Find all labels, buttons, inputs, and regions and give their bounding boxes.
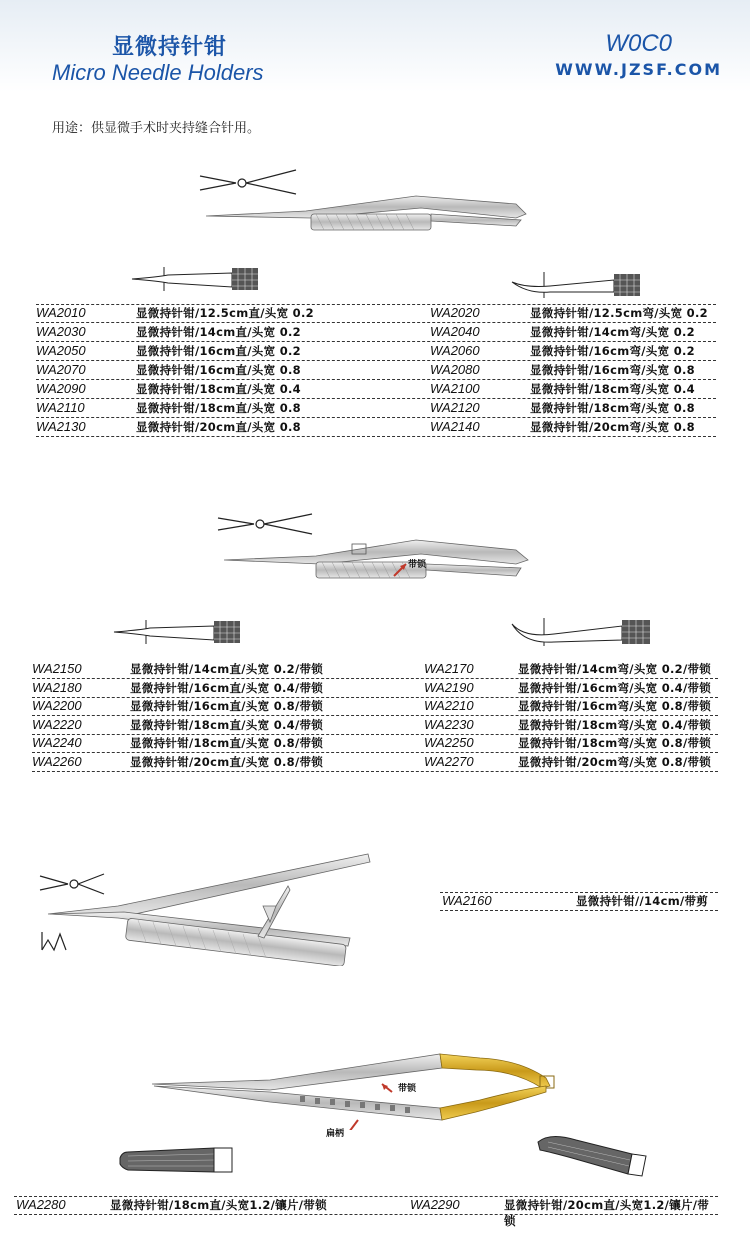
product-table-2 bbox=[32, 660, 718, 780]
product-code: WA2190 bbox=[424, 679, 474, 695]
lock-note-1: 带锁 bbox=[408, 560, 427, 570]
lock-note-2: 带锁 bbox=[398, 1084, 417, 1094]
product-table-4 bbox=[14, 1196, 718, 1228]
product-description: 显微持针钳/16cm直/头宽 0.2 bbox=[136, 344, 301, 358]
product-description: 显微持针钳/20cm直/头宽 0.8/带锁 bbox=[130, 754, 324, 769]
product-code: WA2060 bbox=[430, 343, 480, 358]
product-description: 显微持针钳/14cm直/头宽 0.2/带锁 bbox=[130, 662, 324, 676]
product-description: 显微持针钳/12.5cm弯/头宽 0.2 bbox=[530, 306, 708, 320]
page-header bbox=[0, 0, 750, 92]
table-row bbox=[32, 734, 718, 753]
table-row bbox=[440, 892, 718, 911]
product-table-1 bbox=[36, 304, 716, 444]
product-description: 显微持针钳/16cm弯/头宽 0.8/带锁 bbox=[518, 699, 712, 713]
product-description: 显微持针钳/16cm直/头宽 0.4/带锁 bbox=[130, 680, 324, 695]
table-row bbox=[36, 361, 716, 380]
product-code: WA2120 bbox=[430, 400, 480, 415]
table-row bbox=[36, 399, 716, 418]
product-code: WA2170 bbox=[424, 661, 474, 676]
product-code: WA2080 bbox=[430, 362, 480, 377]
table-row bbox=[36, 342, 716, 361]
table-row bbox=[32, 660, 718, 679]
product-code: WA2110 bbox=[36, 400, 85, 415]
product-description: 显微持针钳/16cm直/头宽 0.8 bbox=[136, 363, 301, 377]
product-description: 显微持针钳/16cm弯/头宽 0.2 bbox=[530, 344, 695, 358]
product-description: 显微持针钳/20cm直/头宽1.2/镶片/带锁 bbox=[504, 1198, 710, 1228]
product-code: WA2230 bbox=[424, 716, 474, 732]
flat-handle-note: 扁柄 bbox=[326, 1129, 345, 1139]
product-description: 显微持针钳/14cm弯/头宽 0.2 bbox=[530, 325, 695, 339]
needle-holder-illustration-1 bbox=[196, 166, 546, 246]
product-code: WA2210 bbox=[424, 698, 474, 713]
product-description: 显微持针钳/16cm直/头宽 0.8/带锁 bbox=[130, 699, 324, 713]
curved-jaw-detail bbox=[536, 1130, 656, 1180]
table-row bbox=[36, 304, 716, 323]
straight-tip-detail bbox=[128, 265, 268, 295]
catalog-code: W0C0 bbox=[605, 30, 672, 57]
table-row bbox=[32, 697, 718, 716]
product-code: WA2280 bbox=[16, 1197, 66, 1212]
table-row bbox=[32, 679, 718, 698]
product-description: 显微持针钳/20cm弯/头宽 0.8/带锁 bbox=[518, 754, 712, 769]
product-code: WA2290 bbox=[410, 1197, 460, 1212]
table-row bbox=[36, 418, 716, 437]
product-code: WA2260 bbox=[32, 753, 82, 769]
usage-text: 用途：供显微手术时夹持缝合针用。 bbox=[52, 121, 261, 136]
product-code: WA2140 bbox=[430, 419, 480, 434]
product-code: WA2030 bbox=[36, 324, 86, 339]
straight-tip-detail-2 bbox=[110, 618, 250, 648]
product-code: WA2150 bbox=[32, 661, 82, 676]
curved-tip-detail-2 bbox=[510, 616, 660, 650]
product-description: 显微持针钳/20cm弯/头宽 0.8 bbox=[530, 420, 695, 434]
product-code: WA2100 bbox=[430, 381, 480, 396]
product-description: 显微持针钳/18cm直/头宽 0.4 bbox=[136, 382, 301, 396]
product-code: WA2240 bbox=[32, 735, 82, 750]
product-code: WA2250 bbox=[424, 735, 474, 750]
table-row bbox=[36, 380, 716, 399]
table-row bbox=[36, 323, 716, 342]
needle-holder-illustration-4 bbox=[150, 1050, 560, 1130]
product-description: 显微持针钳/18cm弯/头宽 0.8/带锁 bbox=[518, 736, 712, 750]
product-description: 显微持针钳/16cm弯/头宽 0.4/带锁 bbox=[518, 680, 712, 695]
product-description: 显微持针钳/20cm直/头宽 0.8 bbox=[136, 420, 301, 434]
table-row bbox=[32, 716, 718, 735]
product-description: 显微持针钳/18cm直/头宽 0.4/带锁 bbox=[130, 717, 324, 732]
title-english: Micro Needle Holders bbox=[52, 60, 264, 85]
product-table-3 bbox=[440, 892, 718, 912]
title-chinese: 显微持针钳 bbox=[112, 35, 228, 60]
product-code: WA2070 bbox=[36, 362, 86, 377]
product-code: WA2200 bbox=[32, 698, 82, 713]
product-description: 显微持针钳/18cm弯/头宽 0.4 bbox=[530, 382, 695, 396]
straight-jaw-detail bbox=[118, 1146, 238, 1176]
product-description: 显微持针钳/18cm弯/头宽 0.4/带锁 bbox=[518, 717, 712, 732]
product-code: WA2270 bbox=[424, 753, 474, 769]
product-description: 显微持针钳/18cm直/头宽 0.8/带锁 bbox=[130, 736, 324, 750]
product-description: 显微持针钳/18cm弯/头宽 0.8 bbox=[530, 401, 695, 415]
product-code: WA2180 bbox=[32, 679, 82, 695]
curved-tip-detail bbox=[510, 270, 650, 300]
product-code: WA2160 bbox=[442, 893, 492, 908]
product-code: WA2130 bbox=[36, 419, 86, 434]
table-row bbox=[32, 753, 718, 772]
product-code: WA2020 bbox=[430, 305, 480, 320]
product-description: 显微持针钳/18cm直/头宽1.2/镶片/带锁 bbox=[110, 1198, 327, 1212]
website-link[interactable]: WWW.JZSF.COM bbox=[555, 60, 722, 79]
product-description: 显微持针钳/14cm弯/头宽 0.2/带锁 bbox=[518, 662, 712, 676]
product-description: 显微持针钳/12.5cm直/头宽 0.2 bbox=[136, 306, 314, 320]
needle-holder-illustration-3 bbox=[38, 846, 378, 966]
product-description: 显微持针钳/18cm直/头宽 0.8 bbox=[136, 401, 301, 415]
product-code: WA2220 bbox=[32, 716, 82, 732]
product-description: 显微持针钳/14cm直/头宽 0.2 bbox=[136, 325, 301, 339]
table-row bbox=[14, 1196, 718, 1228]
product-description: 显微持针钳/16cm弯/头宽 0.8 bbox=[530, 363, 695, 377]
product-description: 显微持针钳//14cm/带剪 bbox=[576, 894, 709, 908]
product-code: WA2010 bbox=[36, 305, 86, 320]
product-code: WA2090 bbox=[36, 381, 86, 396]
product-code: WA2040 bbox=[430, 324, 480, 339]
product-code: WA2050 bbox=[36, 343, 86, 358]
needle-holder-illustration-2 bbox=[216, 510, 546, 602]
